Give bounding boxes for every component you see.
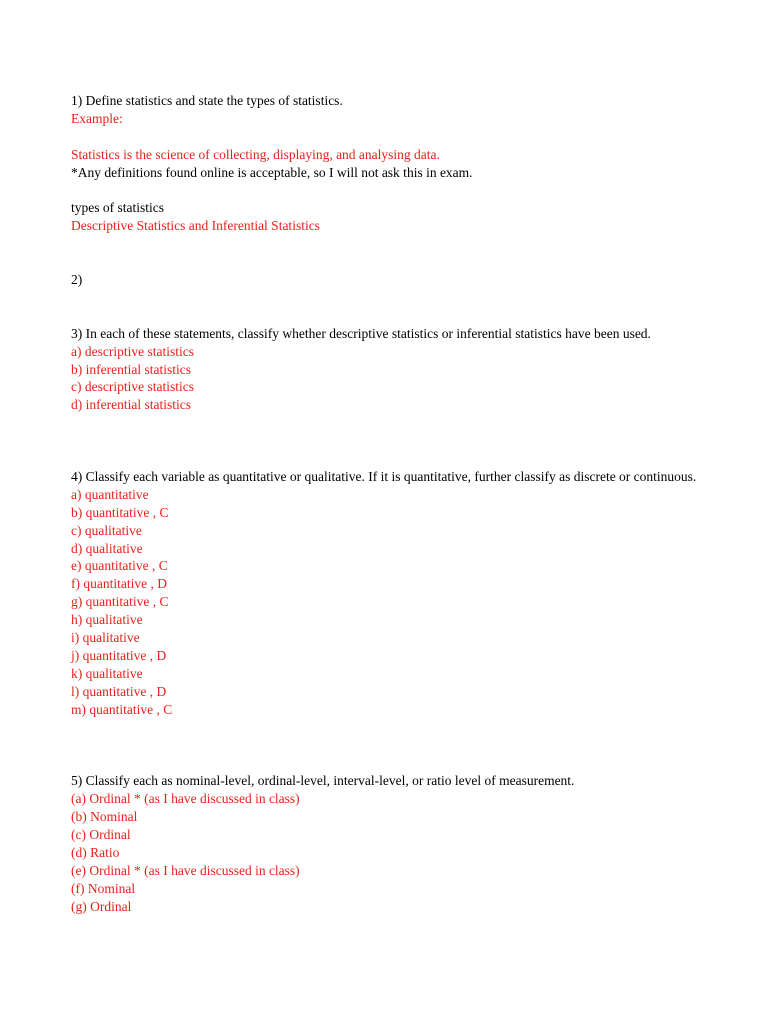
q3-answer-c: c) descriptive statistics xyxy=(71,379,194,395)
q5-answer-f: (f) Nominal xyxy=(71,880,136,896)
q4-answer-i: i) qualitative xyxy=(71,630,140,646)
q1-definition: Statistics is the science of collecting, displaying, and analysing data. xyxy=(71,146,440,162)
q3-answer-b: b) inferential statistics xyxy=(71,361,191,377)
q4-answer-b: b) quantitative , C xyxy=(71,504,169,520)
q4-answer-h: h) qualitative xyxy=(71,612,143,628)
spacer xyxy=(71,128,711,146)
q4-answer-d: d) qualitative xyxy=(71,540,143,556)
q4-answer-j: j) quantitative , D xyxy=(71,648,167,663)
q3-question: 3) In each of these statements, classify whether descriptive statistics or inferential statistics have been used. xyxy=(71,325,651,341)
spacer xyxy=(71,414,711,468)
q4-answer-g: g) quantitative , C xyxy=(71,594,169,610)
q4-answer-e: e) quantitative , C xyxy=(71,558,168,574)
q5-answer-a: (a) Ordinal * (as I have discussed in class) xyxy=(71,791,300,807)
q4-answer-a: a) quantitative xyxy=(71,486,149,502)
q5-answer-g: (g) Ordinal xyxy=(71,898,132,914)
spacer xyxy=(71,235,711,271)
q5-answer-e: (e) Ordinal * (as I have discussed in class) xyxy=(71,862,300,878)
q4-answer-l: l) quantitative , D xyxy=(71,683,167,699)
q2-question: 2) xyxy=(71,272,83,288)
q4-answer-c: c) qualitative xyxy=(71,522,142,538)
q4-answer-m: m) quantitative , C xyxy=(71,701,173,717)
q5-answer-d: (d) Ratio xyxy=(71,844,120,860)
spacer xyxy=(71,719,711,773)
spacer xyxy=(71,289,711,325)
q4-question: 4) Classify each variable as quantitative or qualitative. If it is quantitative, further classify as discrete or continuous. xyxy=(71,468,697,484)
q1-types-answer: Descriptive Statistics and Inferential Statistics xyxy=(71,218,320,234)
spacer xyxy=(71,182,711,200)
q1-note: *Any definitions found online is acceptable, so I will not ask this in exam. xyxy=(71,164,473,180)
q5-answer-b: (b) Nominal xyxy=(71,809,138,825)
q5-question: 5) Classify each as nominal-level, ordinal-level, interval-level, or ratio level of measurement. xyxy=(71,773,575,789)
q1-example-label: Example: xyxy=(71,110,123,126)
q1-types-label: types of statistics xyxy=(71,200,164,216)
q3-answer-d: d) inferential statistics xyxy=(71,397,191,413)
q5-answer-c: (c) Ordinal xyxy=(71,827,131,843)
q4-answer-k: k) qualitative xyxy=(71,665,143,681)
q3-answer-a: a) descriptive statistics xyxy=(71,343,194,359)
q4-answer-f: f) quantitative , D xyxy=(71,576,167,592)
q1-question: 1) Define statistics and state the types of statistics. xyxy=(71,93,343,108)
document-page xyxy=(71,92,711,916)
